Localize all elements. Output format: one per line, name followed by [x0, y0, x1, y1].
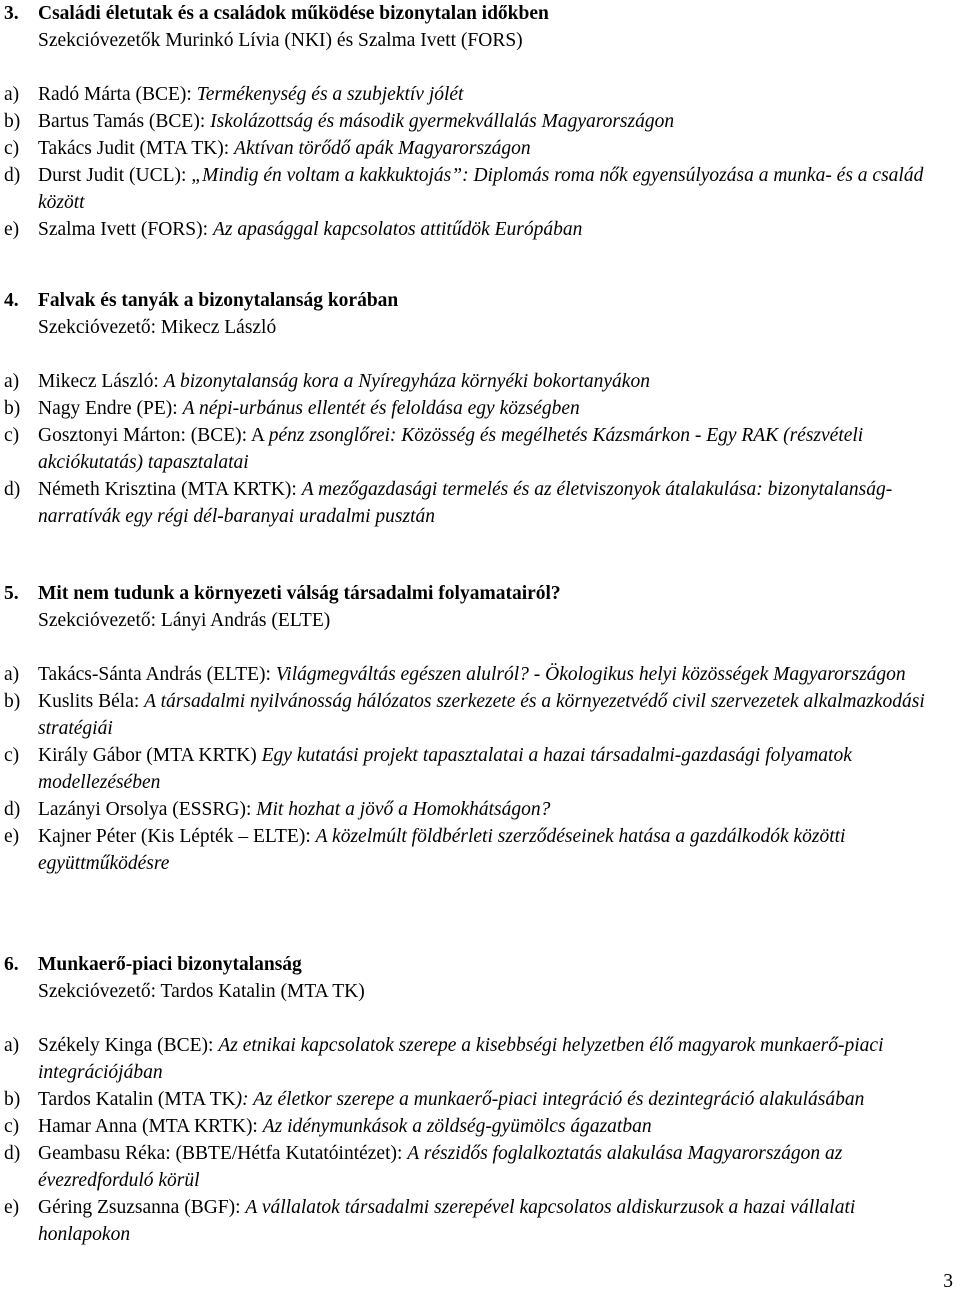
item-title: A népi-urbánus ellentét és feloldása egy községben: [182, 398, 580, 419]
item-letter: a): [4, 84, 20, 105]
item-presenter: Király Gábor (MTA KRTK): [38, 745, 262, 766]
item-presenter: Gosztonyi Márton: (BCE): A: [38, 425, 269, 446]
section-heading: [0, 287, 960, 314]
list-item: [0, 368, 960, 395]
presentation-list: [0, 1032, 960, 1248]
item-letter: a): [4, 371, 20, 392]
section-title: Mit nem tudunk a környezeti válság társadalmi folyamatairól?: [38, 583, 561, 604]
section-number: 3.: [4, 3, 19, 24]
item-title: „Mindig én voltam a kakkuktojás”: Diplomás roma nők egyensúlyozása a munka- és a család között: [38, 165, 924, 213]
item-letter: e): [4, 219, 20, 240]
item-letter: c): [4, 138, 20, 159]
section-chair: Szekcióvezetők Murinkó Lívia (NKI) és Szalma Ivett (FORS): [38, 30, 523, 51]
item-letter: b): [4, 1089, 21, 1110]
item-letter: b): [4, 398, 21, 419]
item-title: A közelmúlt földbérleti szerződéseinek hatása a gazdálkodók közötti együttműködésre: [38, 826, 846, 874]
item-title: A részidős foglalkoztatás alakulása Magyarországon az évezredforduló körül: [38, 1143, 843, 1191]
list-item: [0, 135, 960, 162]
section-number: 4.: [4, 290, 19, 311]
list-item: [0, 688, 960, 742]
item-title: Aktívan törődő apák Magyarországon: [234, 138, 531, 159]
item-presenter: Takács Judit (MTA TK):: [38, 138, 235, 159]
item-title: pénz zsonglőrei: Közösség és megélhetés Kázsmárkon - Egy RAK (részvételi akciókutatás) tapasztalatai: [38, 425, 864, 473]
section-chair: Szekcióvezető: Lányi András (ELTE): [38, 610, 331, 631]
presentation-list: [0, 368, 960, 530]
item-title: Iskolázottság és második gyermekvállalás Magyarországon: [210, 111, 675, 132]
list-item: [0, 395, 960, 422]
item-presenter: Németh Krisztina (MTA KRTK):: [38, 479, 302, 500]
item-title: ): Az életkor szerepe a munkaerő-piaci integráció és dezintegráció alakulásában: [235, 1089, 865, 1110]
item-letter: d): [4, 1143, 21, 1164]
item-presenter: Hamar Anna (MTA KRTK):: [38, 1116, 263, 1137]
item-title: Egy kutatási projekt tapasztalatai a hazai társadalmi-gazdasági folyamatok modellezésében: [38, 745, 852, 793]
list-item: [0, 1086, 960, 1113]
section-chair: Szekcióvezető: Mikecz László: [38, 317, 277, 338]
section-title: Munkaerő-piaci bizonytalanság: [38, 954, 302, 975]
item-title: A vállalatok társadalmi szerepével kapcsolatos aldiskurzusok a hazai vállalati honlapokon: [38, 1197, 856, 1245]
item-presenter: Durst Judit (UCL):: [38, 165, 192, 186]
item-letter: d): [4, 165, 21, 186]
item-letter: a): [4, 1035, 20, 1056]
item-title: Mit hozhat a jövő a Homokhátságon?: [256, 799, 551, 820]
list-item: [0, 1194, 960, 1248]
item-title: Világmegváltás egészen alulról? - Ökologikus helyi közösségek Magyarországon: [275, 664, 906, 685]
item-title: A mezőgazdasági termelés és az életviszonyok átalakulása: bizonytalanság-narratívák egy régi dél-baranyai uradalmi pusztán: [38, 479, 893, 527]
item-title: A bizonytalanság kora a Nyíregyháza környéki bokortanyákon: [163, 371, 650, 392]
section-3: [0, 0, 960, 243]
item-presenter: Tardos Katalin (MTA TK: [38, 1089, 236, 1110]
section-5: [0, 580, 960, 877]
item-presenter: Szalma Ivett (FORS):: [38, 219, 213, 240]
presentation-list: [0, 661, 960, 877]
section-heading: [0, 951, 960, 978]
section-heading: [0, 580, 960, 607]
list-item: [0, 1113, 960, 1140]
list-item: [0, 476, 960, 530]
item-letter: d): [4, 799, 21, 820]
item-letter: e): [4, 1197, 20, 1218]
item-presenter: Radó Márta (BCE):: [38, 84, 197, 105]
item-presenter: Kuslits Béla:: [38, 691, 145, 712]
item-presenter: Géring Zsuzsanna (BGF):: [38, 1197, 246, 1218]
item-letter: c): [4, 425, 20, 446]
item-letter: b): [4, 691, 21, 712]
item-presenter: Mikecz László:: [38, 371, 164, 392]
item-presenter: Nagy Endre (PE):: [38, 398, 183, 419]
list-item: [0, 742, 960, 796]
item-letter: e): [4, 826, 20, 847]
section-chair: Szekcióvezető: Tardos Katalin (MTA TK): [38, 981, 365, 1002]
list-item: [0, 1140, 960, 1194]
item-letter: c): [4, 1116, 20, 1137]
item-presenter: Székely Kinga (BCE):: [38, 1035, 219, 1056]
item-title: Az idénymunkások a zöldség-gyümölcs ágazatban: [262, 1116, 652, 1137]
item-letter: a): [4, 664, 20, 685]
list-item: [0, 108, 960, 135]
page-number: 3: [943, 1271, 953, 1292]
section-number: 6.: [4, 954, 19, 975]
section-title: Falvak és tanyák a bizonytalanság korában: [38, 290, 399, 311]
list-item: [0, 796, 960, 823]
item-presenter: Lazányi Orsolya (ESSRG):: [38, 799, 257, 820]
list-item: [0, 162, 960, 216]
list-item: [0, 1032, 960, 1086]
section-6: [0, 951, 960, 1248]
item-presenter: Geambasu Réka: (BBTE/Hétfa Kutatóintézet):: [38, 1143, 408, 1164]
item-letter: d): [4, 479, 21, 500]
item-presenter: Kajner Péter (Kis Lépték – ELTE):: [38, 826, 316, 847]
item-title: Termékenység és a szubjektív jólét: [196, 84, 464, 105]
item-letter: c): [4, 745, 20, 766]
list-item: [0, 81, 960, 108]
item-presenter: Takács-Sánta András (ELTE):: [38, 664, 276, 685]
section-4: [0, 287, 960, 530]
list-item: [0, 823, 960, 877]
item-letter: b): [4, 111, 21, 132]
list-item: [0, 422, 960, 476]
section-heading: [0, 0, 960, 27]
section-title: Családi életutak és a családok működése bizonytalan időkben: [38, 3, 549, 24]
item-title: Az etnikai kapcsolatok szerepe a kisebbségi helyzetben élő magyarok munkaerő-piaci integrációjában: [38, 1035, 884, 1083]
list-item: [0, 216, 960, 243]
item-title: A társadalmi nyilvánosság hálózatos szerkezete és a környezetvédő civil szervezetek alkalmazkodási stratégiái: [38, 691, 925, 739]
list-item: [0, 661, 960, 688]
presentation-list: [0, 81, 960, 243]
section-number: 5.: [4, 583, 19, 604]
item-presenter: Bartus Tamás (BCE):: [38, 111, 211, 132]
item-title: Az apasággal kapcsolatos attitűdök Európában: [212, 219, 583, 240]
